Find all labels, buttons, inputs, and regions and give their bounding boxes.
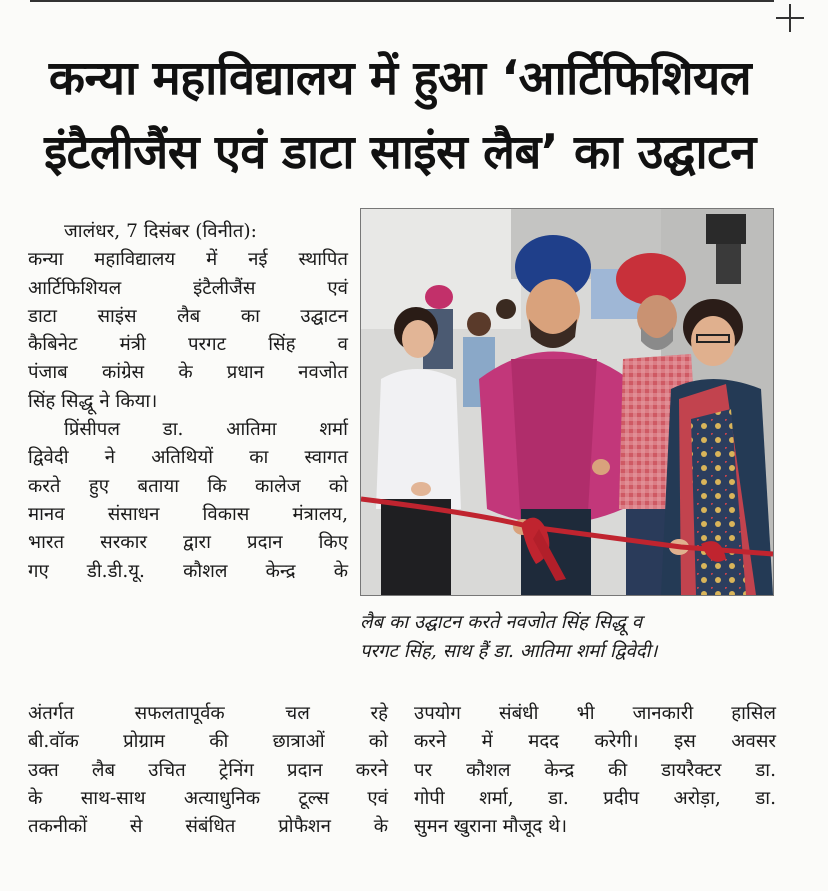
caption-line-1: लैब का उद्घाटन करते नवजोत सिंह सिद्धू व — [360, 612, 643, 633]
top-rule — [30, 0, 774, 2]
text-line: सुमन खुराना मौजूद थे। — [414, 816, 568, 838]
headline-line-2: इंटैलीजैंस एवं डाटा साइंस लैब’ का उद्घाटन — [44, 125, 756, 180]
headline — [20, 42, 780, 190]
article-left-bottom — [28, 700, 388, 841]
text-line: पर कौशल केन्द्र की डायरैक्टर डा. — [414, 759, 776, 781]
caption-line-2: परगट सिंह, साथ हैं डा. आतिमा शर्मा द्विवेदी। — [360, 641, 658, 662]
text-line: गोपी शर्मा, डा. प्रदीप अरोड़ा, डा. — [414, 787, 776, 809]
text-line: बी.वॉक प्रोग्राम की छात्राओं को — [28, 731, 388, 753]
article-right-column — [414, 700, 776, 841]
text-line: मानव संसाधन विकास मंत्रालय, — [28, 503, 348, 525]
text-line: कैबिनेट मंत्री परगट सिंह व — [28, 334, 348, 356]
text-line: गए डी.डी.यू. कौशल केन्द्र के — [28, 560, 348, 582]
text-line: आर्टिफिशियल इंटैलीजैंस एवं — [28, 277, 348, 299]
news-photo — [360, 208, 774, 596]
text-line: के साथ-साथ अत्याधुनिक टूल्स एवं — [28, 787, 388, 809]
photo-caption — [360, 608, 790, 666]
article-left-column — [28, 218, 348, 586]
crop-mark — [789, 4, 791, 32]
text-line: डाटा साइंस लैब का उद्घाटन — [28, 305, 348, 327]
text-line: उक्त लैब उचित ट्रेनिंग प्रदान करने — [28, 759, 388, 781]
text-line: अंतर्गत सफलतापूर्वक चल रहे — [28, 703, 388, 724]
text-line: करने में मदद करेगी। इस अवसर — [414, 731, 776, 753]
headline-line-1: कन्या महाविद्यालय में हुआ ‘आर्टिफिशियल — [48, 51, 752, 106]
inauguration-photo — [361, 209, 773, 595]
text-line: भारत सरकार द्वारा प्रदान किए — [28, 532, 348, 554]
text-line: कन्या महाविद्यालय में नई स्थापित — [28, 249, 348, 271]
text-line: उपयोग संबंधी भी जानकारी हासिल — [414, 703, 776, 724]
text-line: पंजाब कांग्रेस के प्रधान नवजोत — [28, 362, 348, 384]
dateline: जालंधर, 7 दिसंबर (विनीत): — [64, 221, 257, 242]
text-line: तकनीकों से संबंधित प्रोफैशन के — [28, 816, 388, 838]
text-line: प्रिंसीपल डा. आतिमा शर्मा — [64, 419, 348, 441]
text-line: सिंह सिद्धू ने किया। — [28, 390, 158, 412]
text-line: द्विवेदी ने अतिथियों का स्वागत — [28, 447, 348, 469]
text-line: करते हुए बताया कि कालेज को — [28, 475, 348, 497]
